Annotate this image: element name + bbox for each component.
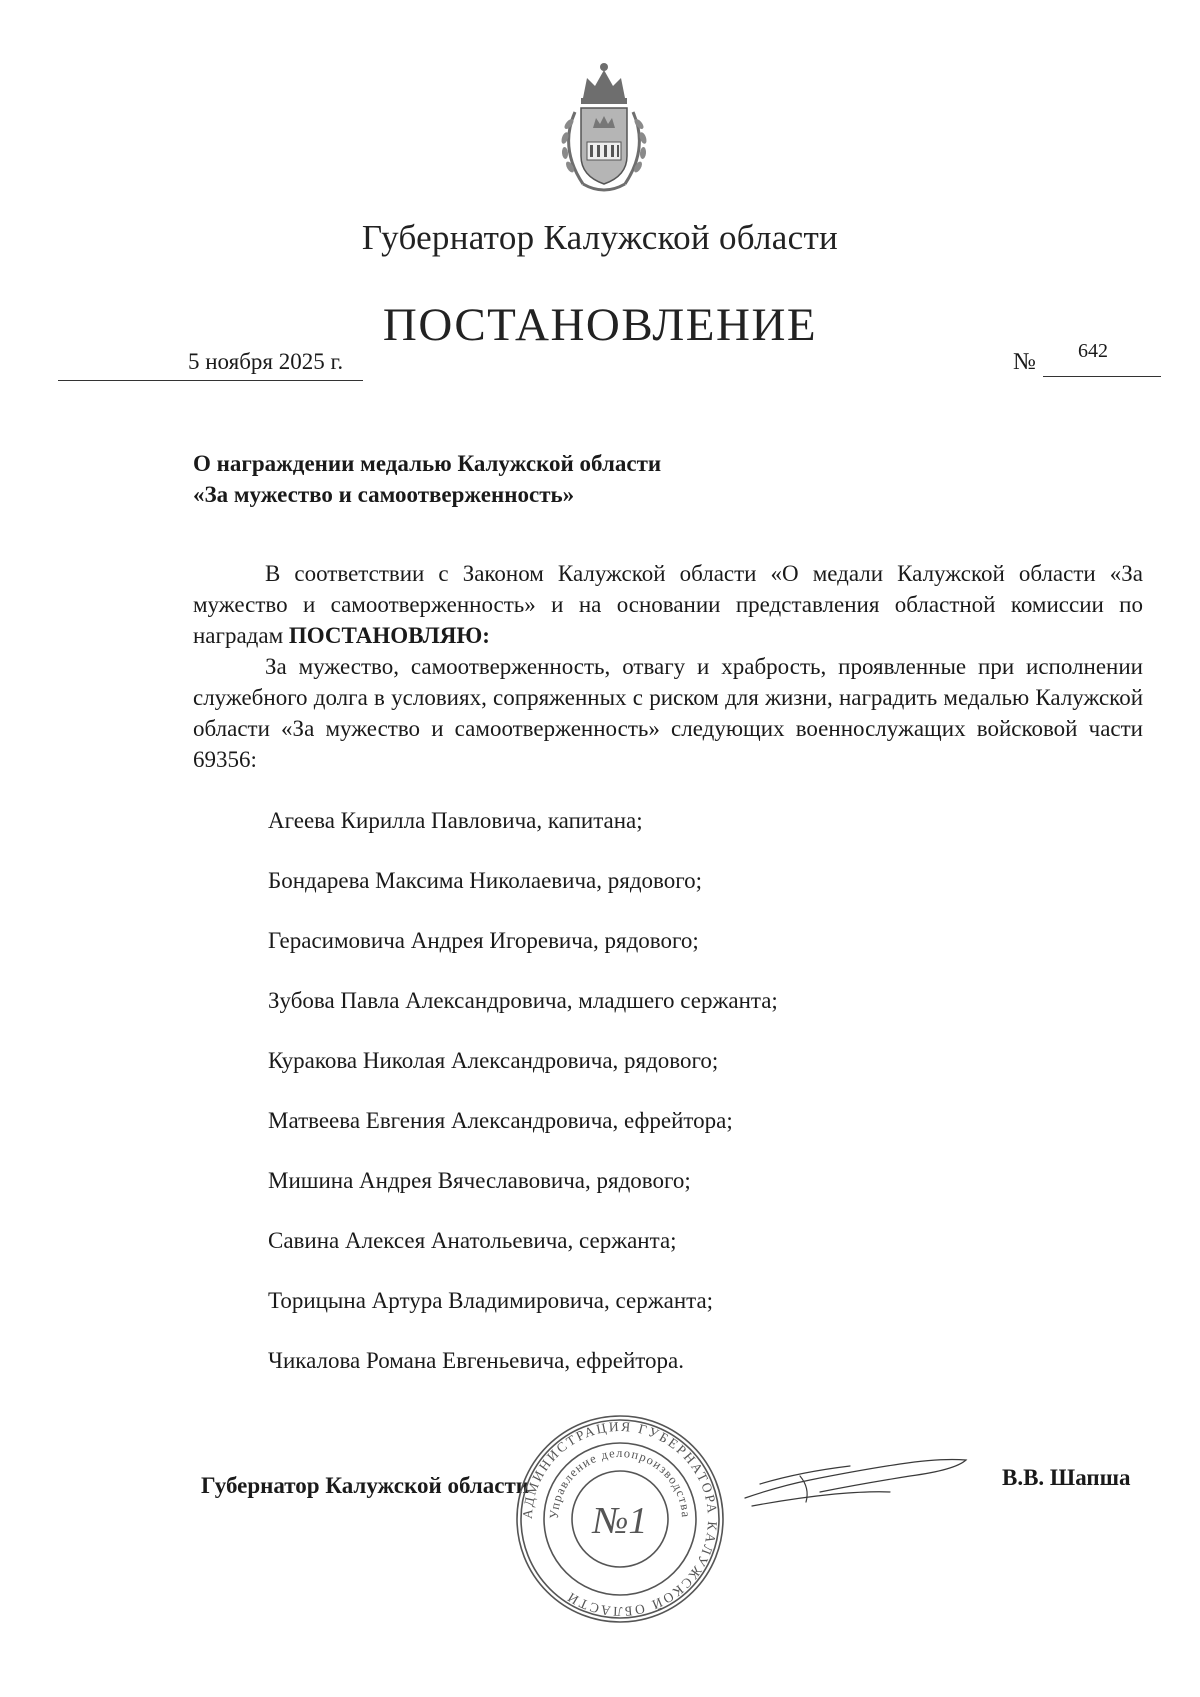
resolve-keyword: ПОСТАНОВЛЯЮ:	[288, 623, 490, 648]
document-type-title: ПОСТАНОВЛЕНИЕ	[382, 299, 818, 351]
list-item: Чикалова Романа Евгеньевича, ефрейтора.	[268, 1348, 684, 1373]
list-item: Торицына Артура Владимировича, сержанта;	[268, 1288, 714, 1313]
seal-number: №1	[592, 1500, 648, 1542]
list-item: Матвеева Евгения Александровича, ефрейтора;	[268, 1108, 733, 1133]
document-subject	[193, 448, 661, 510]
seal-inner-text: Управление делопроизводства	[546, 1445, 694, 1520]
seal-outer-text: АДМИНИСТРАЦИЯ ГУБЕРНАТОРА КАЛУЖСКОЙ ОБЛАСТИ	[519, 1418, 721, 1620]
subject-line-2: «За мужество и самоотверженность»	[193, 482, 575, 507]
list-item: Савина Алексея Анатольевича, сержанта;	[268, 1228, 677, 1253]
coat-of-arms-icon	[553, 58, 655, 196]
signatory-name: В.В. Шапша	[1002, 1465, 1131, 1490]
official-seal-icon	[514, 1413, 726, 1625]
signatory-title: Губернатор Калужской области	[201, 1473, 530, 1498]
list-item: Бондарева Максима Николаевича, рядового;	[268, 868, 702, 893]
handwritten-signature-icon	[740, 1436, 970, 1526]
date-underline	[58, 380, 363, 381]
award-paragraph: За мужество, самоотверженность, отвагу и храбрость, проявленные при исполнении служебного долга в условиях, сопряженных с риском для жизни, наградить медалью Калужской области «За мужество и самоотверженность» следующих военнослужащих войсковой части 69356:	[193, 654, 1143, 772]
list-item: Герасимовича Андрея Игоревича, рядового;	[268, 928, 699, 953]
document-body	[193, 558, 1143, 775]
number-underline	[1043, 376, 1161, 377]
document-number: 642	[1078, 340, 1108, 362]
subject-line-1: О награждении медалью Калужской области	[193, 451, 662, 476]
number-sign: №	[1013, 349, 1036, 375]
preamble-paragraph	[193, 558, 1143, 651]
issuing-authority: Губернатор Калужской области	[361, 218, 839, 257]
list-item: Мишина Андрея Вячеславовича, рядового;	[268, 1168, 691, 1193]
list-item: Куракова Николая Александровича, рядового;	[268, 1048, 719, 1073]
preamble-text: В соответствии с Законом Калужской области «О медали Калужской области «За мужество и самоотверженность» и на основании представления областной комиссии по наградам	[193, 561, 1143, 648]
list-item: Агеева Кирилла Павловича, капитана;	[268, 808, 643, 833]
document-date: 5 ноября 2025 г.	[188, 349, 344, 374]
list-item: Зубова Павла Александровича, младшего сержанта;	[268, 988, 778, 1013]
